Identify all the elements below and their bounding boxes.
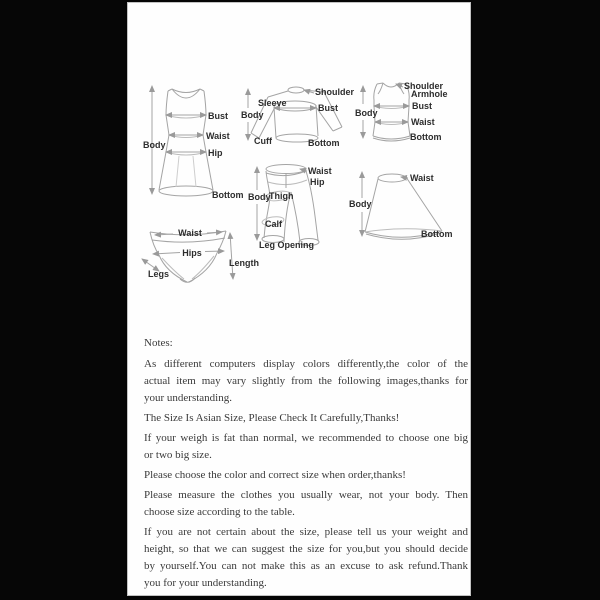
- notes-line: height, so that we can suggest the size for you,but you should decide: [144, 543, 468, 555]
- tank-bust-label: Bust: [412, 101, 432, 111]
- shirt-body-label: Body: [241, 110, 264, 120]
- underwear-legs-label: Legs: [148, 269, 170, 279]
- notes-line: Please measure the clothes you usually wear, not your body. Then: [144, 489, 468, 501]
- dress-bust-label: Bust: [208, 111, 228, 121]
- tank-shoulder-label: Shoulder: [404, 81, 444, 91]
- shirt-measurement-diagram: [238, 82, 355, 154]
- shirt-bust-label: Bust: [318, 103, 338, 113]
- shirt-sleeve-label: Sleeve: [258, 98, 287, 108]
- skirt-measurement-diagram: [345, 162, 457, 244]
- size-guide-page: [127, 2, 471, 596]
- skirt-body-label: Body: [349, 199, 372, 209]
- underwear-waist-label: Waist: [178, 228, 202, 238]
- pants-leg-opening-label: Leg Opening: [259, 240, 314, 250]
- underwear-measurement-diagram: [135, 222, 261, 294]
- dress-waist-label: Waist: [206, 131, 230, 141]
- pants-hip-label: Hip: [310, 177, 325, 187]
- pants-waist-label: Waist: [308, 166, 332, 176]
- tank-armhole-label: Armhole: [411, 89, 448, 99]
- pants-calf-label: Calf: [265, 219, 283, 229]
- notes-line: If you are not certain about the size, please tell us your weight and: [144, 526, 468, 538]
- underwear-hips-label: Hips: [182, 248, 202, 258]
- shirt-shoulder-label: Shoulder: [315, 87, 355, 97]
- notes-section: [144, 335, 468, 592]
- shirt-cuff-label: Cuff: [254, 136, 272, 146]
- notes-line: If your weigh is fat than normal, we recommended to choose one big: [144, 432, 468, 444]
- underwear-length-label: Length: [229, 258, 259, 268]
- notes-line: your understanding.: [144, 392, 232, 404]
- notes-line: you for your understanding.: [144, 577, 267, 589]
- tank-bottom-label: Bottom: [410, 132, 442, 142]
- notes-line: choose size according to the table.: [144, 506, 295, 518]
- pants-thigh-label: Thigh: [269, 191, 294, 201]
- notes-line: As different computers display colors differently,the color of the: [144, 358, 468, 370]
- skirt-waist-label: Waist: [410, 173, 434, 183]
- dress-bottom-label: Bottom: [212, 190, 244, 200]
- shirt-bottom-label: Bottom: [308, 138, 340, 148]
- notes-line: The Size Is Asian Size, Please Check It Carefully,Thanks!: [144, 412, 400, 424]
- dress-hip-label: Hip: [208, 148, 223, 158]
- notes-heading: Notes:: [144, 337, 173, 349]
- tank-top-measurement-diagram: [348, 76, 460, 148]
- notes-line: by yourself.You can not make this as an excuse to ask refund.Thank: [144, 560, 468, 572]
- pants-body-label: Body: [248, 192, 271, 202]
- notes-line: actual item may vary slightly from the following images,thanks for: [144, 375, 468, 387]
- tank-waist-label: Waist: [411, 117, 435, 127]
- tank-body-label: Body: [355, 108, 378, 118]
- notes-line: Please choose the color and correct size when order,thanks!: [144, 469, 406, 481]
- notes-line: or two big size.: [144, 449, 212, 461]
- dress-body-label: Body: [143, 140, 166, 150]
- skirt-bottom-label: Bottom: [421, 229, 453, 239]
